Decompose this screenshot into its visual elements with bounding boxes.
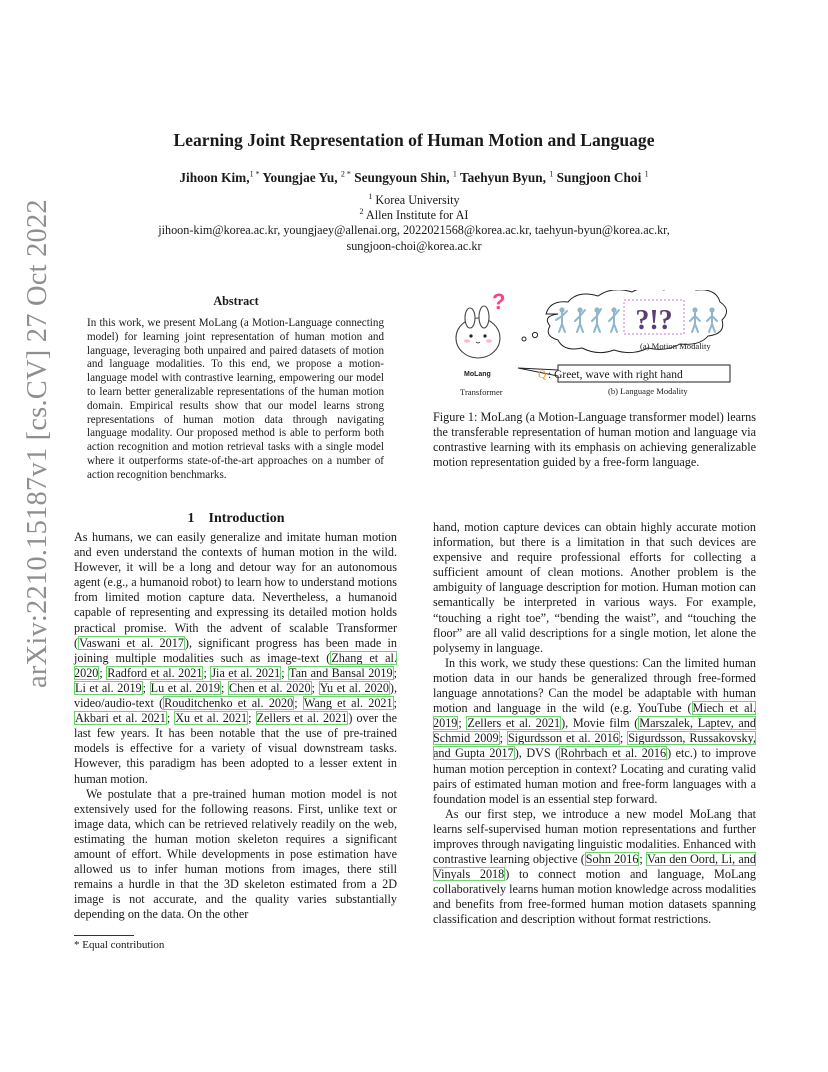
citation-link[interactable]: Van den Oord, Li, and Vinyals 2018 (433, 852, 756, 882)
paper-title: Learning Joint Representation of Human Motion and Language (173, 130, 655, 150)
citation-link[interactable]: Akbari et al. 2021 (75, 711, 166, 726)
intro-paragraph-2: We postulate that a pre-trained human motion model is not extensively used for the following reasons. First, unlike text or image data, which can be retrieved relatively readily on the web, estimating the human motion skeleton requires a significant amount of effort. While developments in pose estimation have allowed us to infer human motions from images, there still remains a hurdle in that the 3D skeleton estimated from a 2D image is not accurate, and the quality varies substantially depending on the data. On the other (74, 786, 397, 922)
citation-link[interactable]: Sigurdsson, Russakovsky, and Gupta 2017 (433, 731, 756, 761)
section-number: 1 (187, 511, 195, 526)
citation-link[interactable]: Rohrbach et al. 2016 (560, 746, 667, 761)
citation-link[interactable]: Radford et al. 2021 (107, 665, 203, 680)
author: Jihoon Kim,$^{1 *}$ (179, 170, 260, 186)
arxiv-id-text: arXiv:2210.15187v1 [cs.CV] 27 Oct 2022 (22, 199, 53, 688)
arxiv-identifier-stamp (10, 199, 60, 688)
thought-marks: ?!? (635, 305, 673, 336)
model-name-label: MoLang (464, 371, 491, 378)
citation-link[interactable]: Yu et al. 2020 (319, 680, 389, 695)
language-modality-label: (b) Language Modality (608, 386, 688, 396)
citation-link[interactable]: Sigurdsson et al. 2016 (507, 731, 619, 746)
footnote-rule (74, 935, 134, 936)
intro-paragraph-3: hand, motion capture devices can obtain highly accurate motion information, but there is a limitation in that such devices are expensive and require professional efforts for collecting a sufficient amount of clean motions. Another problem is the ambiguity of language description for motion. Human motion can semantically be interpreted in various ways. For example, “touching a right toe”, “bending the waist”, and “touching the floor” are all valid descriptions for a single motion, let alone the polysemy in language. (433, 520, 756, 655)
citation-link[interactable]: Marszalek, Laptev, and Schmid 2009 (433, 716, 756, 746)
citation-link[interactable]: Sohn 2016 (585, 852, 639, 867)
author: Sungjoon Choi $^1$ (556, 170, 649, 186)
citation-link[interactable]: Miech et al. 2019 (433, 701, 756, 731)
author: Youngjae Yu, $^{2 *}$ (262, 170, 351, 186)
query-prefix: Q (538, 369, 547, 381)
email-line: jihoon-kim@korea.ac.kr, youngjaey@allenai.org, 2022021568@korea.ac.kr, taehyun-byun@korea.ac.kr, (158, 223, 670, 237)
citation-link[interactable]: Zellers et al. 2021 (467, 716, 561, 731)
intro-paragraph-1: As humans, we can easily generalize and imitate human motion and even understand the contexts of human motion in the wild. However, it will be a long and detour way for an autonomous agent (e.g., a humanoid robot) to learn how to understand motions from limited motion capture data. Nevertheless, a humanoid capable of representing and expressing its detailed motion holds practical promise. With the advent of scalable Transformer (Vaswani et al. 2017), significant progress has been made in joining multiple modalities such as image-text (Zhang et al. 2020; Radford et al. 2021; Jia et al. 2021; Tan and Bansal 2019; Li et al. 2019; Lu et al. 2019; Chen et al. 2020; Yu et al. 2020), video/audio-text (Rouditchenko et al. 2020; Wang et al. 2021; Akbari et al. 2021; Xu et al. 2021; Zellers et al. 2021) over the last few years. It has been notable that the use of pre-trained models is effective for a variety of visual downstream tasks. However, this paradigm has been adopted to a lesser extent in human motion. (74, 530, 398, 786)
author: Seungyoun Shin, $^1$ (354, 170, 457, 186)
section-title: Introduction (208, 511, 285, 526)
right-column (433, 520, 756, 928)
author-emails (110, 222, 718, 254)
citation-link[interactable]: Tan and Bansal 2019 (289, 665, 393, 680)
abstract-body: In this work, we present MoLang (a Motion-Language connecting model) for learning joint representation of human motion and language, leveraging both unpaired and paired datasets of motion and language modalities. To this end, we propose a motion-language model with contrastive learning, empowering our model to learn better generalizable representations of the human motion domain. Empirical results show that our model learns strong representations of human motion data through navigating language modality. Our proposed method is able to perform both action recognition and motion retrieval tasks with a single model where it outperforms state-of-the-art approaches on a number of action recognition benchmarks. (87, 317, 384, 481)
question-mark-icon: ? (492, 290, 506, 314)
author: Taehyun Byun, $^1$ (460, 170, 554, 186)
citation-link[interactable]: Zellers et al. 2021 (256, 711, 348, 726)
citation-link[interactable]: Vaswani et al. 2017 (79, 635, 184, 650)
section-heading (74, 511, 398, 527)
author-list (80, 170, 748, 186)
citation-link[interactable]: Rouditchenko et al. 2020 (164, 696, 294, 711)
intro-paragraph-5: As our first step, we introduce a new model MoLang that learns self-supervised human motion representations and further improves through navigating linguistic modalities. Enhanced with contrastive learning objective (Sohn 2016; Van den Oord, Li, and Vinyals 2018) to connect motion and language, MoLang collaboratively learns human motion knowledge across modalities and benefits from free-formed human motion datasets spanning classification and description without format restrictions. (433, 806, 756, 927)
citation-link[interactable]: Lu et al. 2019 (150, 680, 221, 695)
email-line: sungjoon-choi@korea.ac.kr (346, 239, 482, 253)
affiliation: $^2$ Allen Institute for AI (359, 207, 469, 223)
figure-caption: Figure 1: MoLang (a Motion-Language transformer model) learns the transferable representation of human motion and language via contrastive learning with its emphasis on achieving generalizable motion representation guided by a free-form language. (433, 410, 756, 470)
affiliation: $^1$ Korea University (368, 192, 460, 208)
citation-link[interactable]: Jia et al. 2021 (211, 665, 281, 680)
intro-paragraph-4: In this work, we study these questions: Can the limited human motion data in our hands be generalized through free-formed language annotations? Can the model be adaptable with human motion and language in the wild (e.g. YouTube (Miech et al. 2019; Zellers et al. 2021), Movie film (Marszalek, Laptev, and Schmid 2009; Sigurdsson et al. 2016; Sigurdsson, Russakovsky, and Gupta 2017), DVS (Rohrbach et al. 2016) etc.) to improve human motion perception in context? Locating and curating valid pairs of estimated human motion and free-form languages with a foundation model is an essential step forward. (433, 655, 757, 806)
motion-modality-label: (a) Motion Modality (640, 341, 711, 351)
abstract-heading: Abstract (213, 294, 259, 308)
citation-link[interactable]: Chen et al. 2020 (229, 680, 311, 695)
citation-link[interactable]: Wang et al. 2021 (303, 696, 393, 711)
left-column (74, 530, 397, 922)
citation-link[interactable]: Zhang et al. 2020 (74, 650, 397, 680)
query-text: : Greet, wave with right hand (548, 369, 683, 381)
model-sub-label: Transformer (460, 387, 503, 397)
citation-link[interactable]: Li et al. 2019 (75, 680, 142, 695)
figure-1 (440, 290, 760, 400)
citation-link[interactable]: Xu et al. 2021 (175, 711, 248, 726)
footnote: * Equal contribution (74, 939, 165, 951)
